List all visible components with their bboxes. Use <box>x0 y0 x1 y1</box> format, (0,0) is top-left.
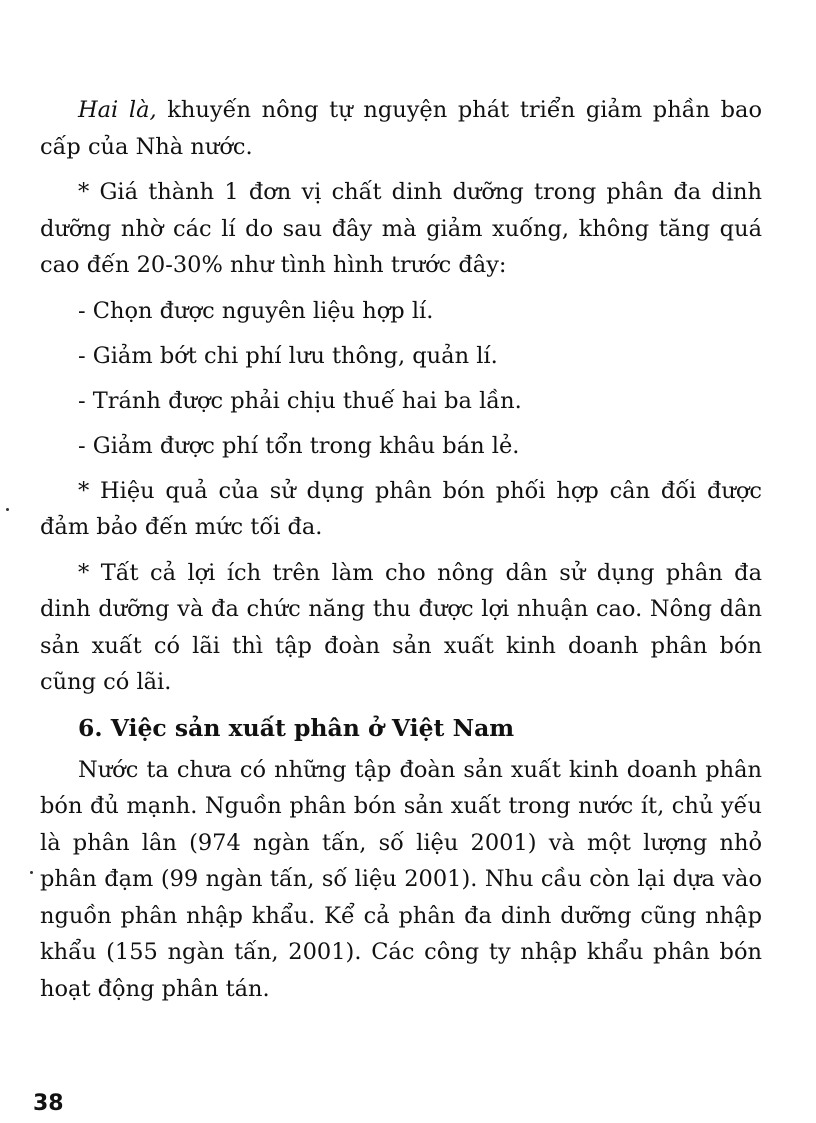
list-item: - Giảm được phí tổn trong khâu bán lẻ. <box>78 432 520 459</box>
scan-speck <box>30 871 33 874</box>
scan-speck <box>6 508 9 511</box>
page-number: 38 <box>33 1091 64 1116</box>
body-text <box>40 92 762 1016</box>
paragraph-loi-ich: * Tất cả lợi ích trên làm cho nông dân sử dụng phân đa dinh dưỡng và đa chức năng thu được lợi nhuận cao. Nông dân sản xuất có lãi thì tập đoàn sản xuất kinh doanh phân bón cũng có lãi. <box>40 559 762 695</box>
list-item: - Tránh được phải chịu thuế hai ba lần. <box>78 387 522 414</box>
paragraph-lead-italic: Hai là, <box>78 97 157 123</box>
list-item: - Giảm bớt chi phí lưu thông, quản lí. <box>78 342 498 369</box>
paragraph-san-xuat: Nước ta chưa có những tập đoàn sản xuất kinh doanh phân bón đủ mạnh. Nguồn phân bón sản xuất trong nước ít, chủ yếu là phân lân (974 ngàn tấn, số liệu 2001) và một lượng nhỏ phân đạm (99 ngàn tấn, số liệu 2001). Nhu cầu còn lại dựa vào nguồn phân nhập khẩu. Kể cả phân đa dinh dưỡng cũng nhập khẩu (155 ngàn tấn, 2001). Các công ty nhập khẩu phân bón hoạt động phân tán. <box>40 756 762 1002</box>
paragraph-text: khuyến nông tự nguyện phát triển giảm phần bao cấp của Nhà nước. <box>40 97 762 160</box>
paragraph-hai-la <box>40 92 762 165</box>
section-heading: 6. Việc sản xuất phân ở Việt Nam <box>78 713 515 742</box>
list-item: - Chọn được nguyên liệu hợp lí. <box>78 297 434 324</box>
paragraph-hieu-qua: * Hiệu quả của sử dụng phân bón phối hợp cân đối được đảm bảo đến mức tối đa. <box>40 477 762 540</box>
paragraph-gia-thanh: * Giá thành 1 đơn vị chất dinh dưỡng trong phân đa dinh dưỡng nhờ các lí do sau đây mà giảm xuống, không tăng quá cao đến 20-30% như tình hình trước đây: <box>40 179 762 278</box>
